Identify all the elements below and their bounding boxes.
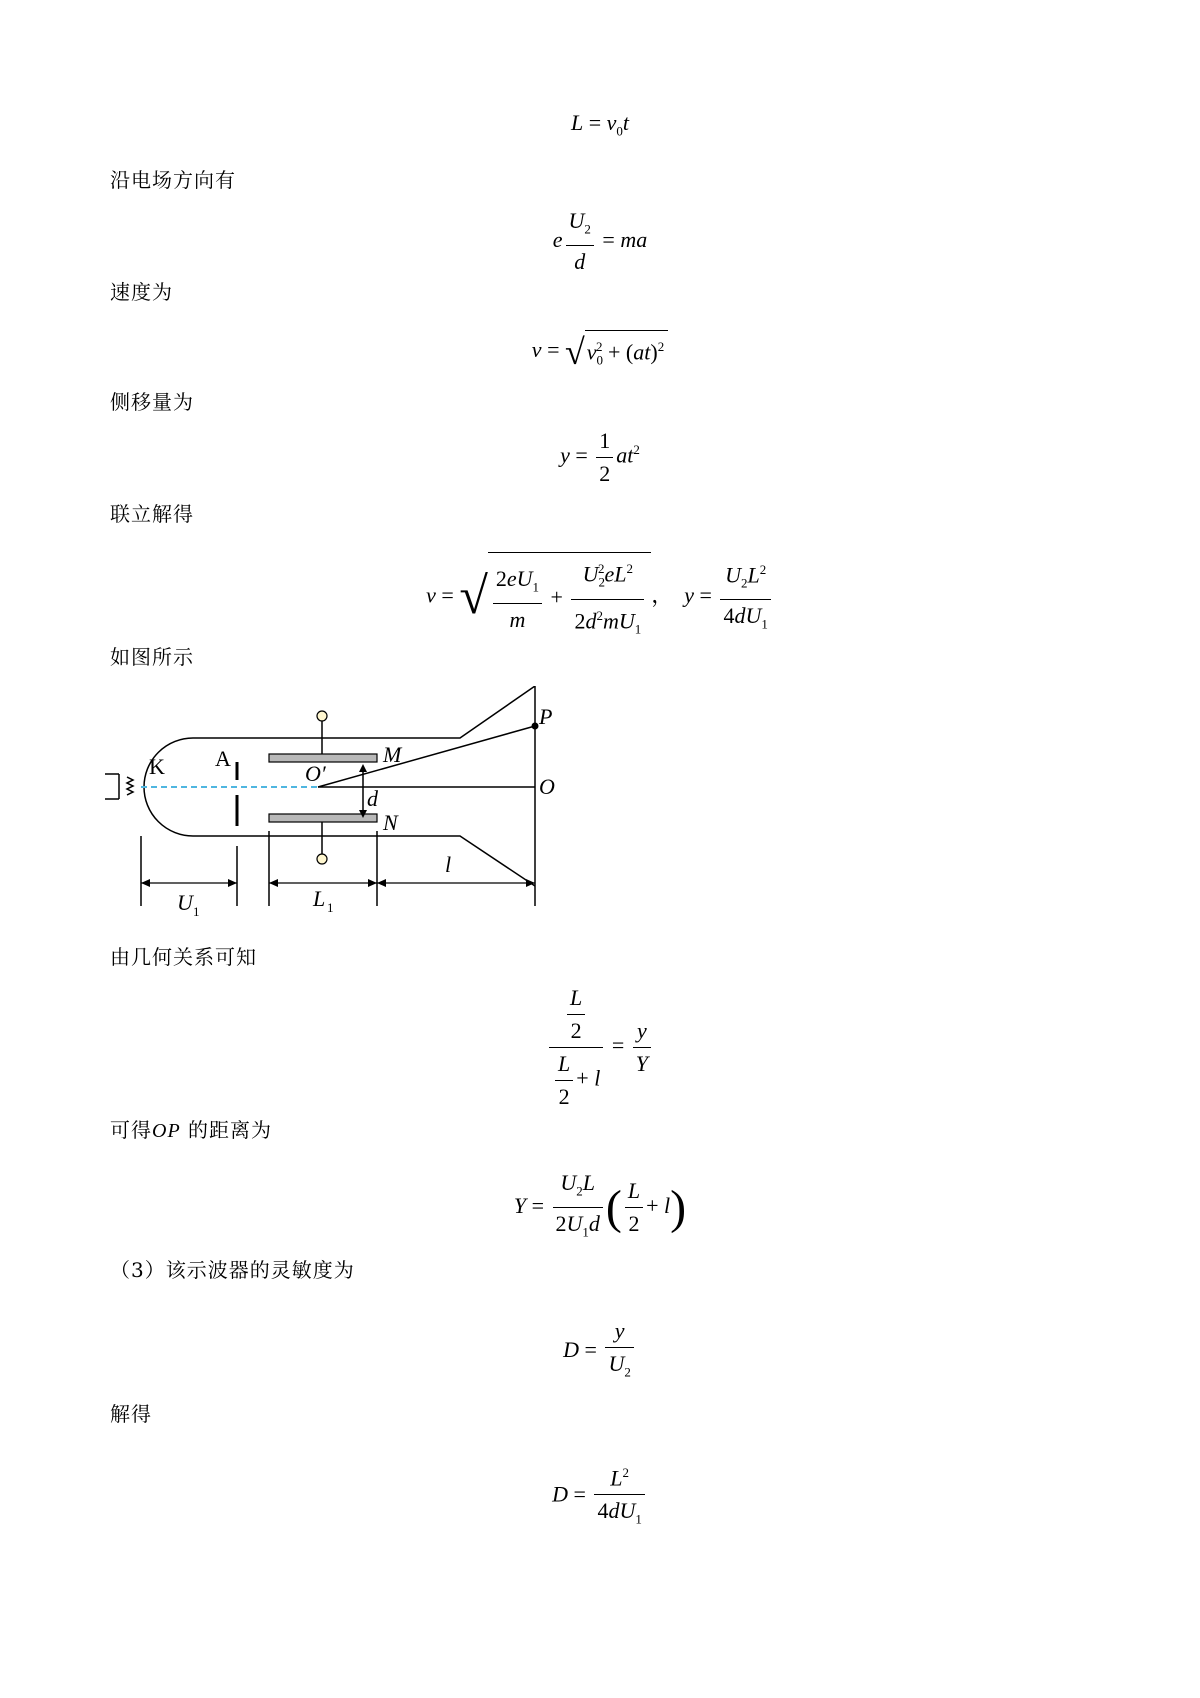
plate-N (269, 814, 377, 822)
label-O-prime: O′ (305, 761, 326, 786)
equation-L-v0t: $L = v_0t$ (570, 110, 630, 139)
oscilloscope-diagram (105, 686, 645, 916)
text-displacement-is: 侧移量为 (110, 390, 194, 414)
text-part3: （3）该示波器的灵敏度为 (110, 1258, 355, 1282)
text-op-distance: 可得OP 的距离为 (110, 1118, 273, 1142)
terminal-top (317, 711, 327, 721)
text-geometry: 由几何关系可知 (110, 945, 257, 969)
equation-Y: Y = $\frac{U_2L}{2U_1d}$ ( $\frac{L}{2}$ + l) (513, 1170, 687, 1240)
label-M: M (383, 742, 402, 767)
equation-sensitivity: D = $\frac{y}{U_2}$ (0, 1318, 1200, 1385)
terminal-bottom (317, 854, 327, 864)
equation-D-result: D = $\frac{L^2}{4dU_1}$ (0, 1460, 1200, 1533)
label-d: d (367, 786, 378, 811)
label-L: L (313, 886, 326, 911)
label-U-subscript: 1 (193, 904, 200, 916)
equation-force: e $\frac{U_2}{d}$ = ma (552, 208, 648, 275)
cathode-filament (127, 777, 133, 795)
tube-outline-top (193, 686, 535, 906)
text-along-field: 沿电场方向有 (110, 168, 236, 192)
text-velocity-is: 速度为 (110, 280, 173, 304)
point-P (532, 723, 539, 730)
equation-geometry: $\frac{L}{2}$ $\frac{L}{2}$ + l = $\frac{y}{Y}$ (0, 985, 1200, 1110)
equation-combined-result: v = √ $\frac{2eU_1}{m}$ + $\frac{U_2^2eL^2}{2d^2mU_1}$ ， y = $\frac{U_2L^2}{4dU_1}$ (0, 552, 1200, 642)
label-O: O (539, 774, 555, 799)
text-combined: 联立解得 (110, 502, 194, 526)
label-U: U (177, 890, 193, 915)
label-A: A (215, 746, 231, 771)
label-L-subscript: 1 (327, 900, 334, 915)
label-K: K (149, 754, 165, 779)
label-N: N (383, 810, 398, 835)
text-solve: 解得 (110, 1402, 152, 1426)
label-P: P (539, 704, 553, 729)
equation-velocity: $v = √v_0^2 + (at)^2$ (0, 330, 1200, 374)
text-as-shown: 如图所示 (110, 645, 194, 669)
label-l: l (445, 852, 452, 877)
equation-displacement: y = $\frac{1}{2}$ $at^2$ (560, 428, 640, 486)
tube-outline-bottom (193, 836, 535, 886)
